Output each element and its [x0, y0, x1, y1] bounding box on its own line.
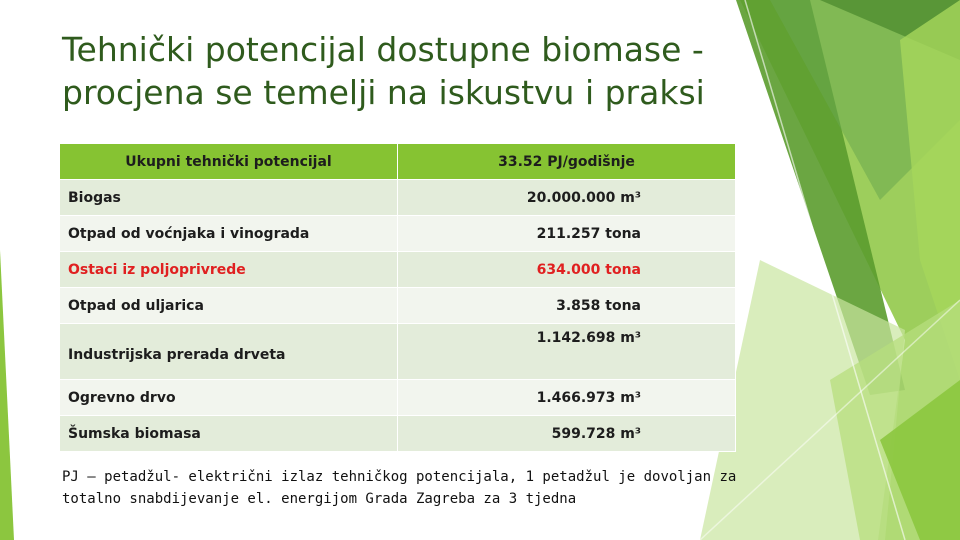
header-value-cell: 33.52 PJ/godišnje: [398, 144, 736, 180]
row-value: 3.858 tona: [398, 288, 736, 324]
footnote: [62, 466, 742, 510]
page-title: [62, 28, 742, 114]
row-value: 1.142.698 m³: [398, 324, 736, 380]
table-row: [60, 216, 736, 252]
row-label: Otpad od uljarica: [60, 288, 398, 324]
footnote-line-1: PJ – petadžul- električni izlaz tehničkog potencijala, 1 petadžul je dovoljan za: [62, 469, 737, 485]
row-label: Biogas: [60, 180, 398, 216]
row-label: Ogrevno drvo: [60, 380, 398, 416]
table-row-highlighted: [60, 252, 736, 288]
row-value: 20.000.000 m³: [398, 180, 736, 216]
header-label-cell: Ukupni tehnički potencijal: [60, 144, 398, 180]
table-row: [60, 288, 736, 324]
row-value: 211.257 tona: [398, 216, 736, 252]
row-value: 634.000 tona: [398, 252, 736, 288]
table-row: [60, 180, 736, 216]
row-label: Šumska biomasa: [60, 416, 398, 452]
title-line-1: Tehnički potencijal dostupne biomase -: [62, 30, 704, 69]
table-header-row: [60, 144, 736, 180]
table-row: [60, 416, 736, 452]
title-line-2: procjena se temelji na iskustvu i praksi: [62, 73, 705, 112]
table-row: [60, 324, 736, 380]
row-value: 599.728 m³: [398, 416, 736, 452]
row-value: 1.466.973 m³: [398, 380, 736, 416]
row-label: Ostaci iz poljoprivrede: [60, 252, 398, 288]
biomass-potential-table: [60, 144, 736, 452]
footnote-line-2: totalno snabdijevanje el. energijom Grada Zagreba za 3 tjedna: [62, 491, 577, 507]
row-label: Industrijska prerada drveta: [60, 324, 398, 380]
row-label: Otpad od voćnjaka i vinograda: [60, 216, 398, 252]
table-row: [60, 380, 736, 416]
